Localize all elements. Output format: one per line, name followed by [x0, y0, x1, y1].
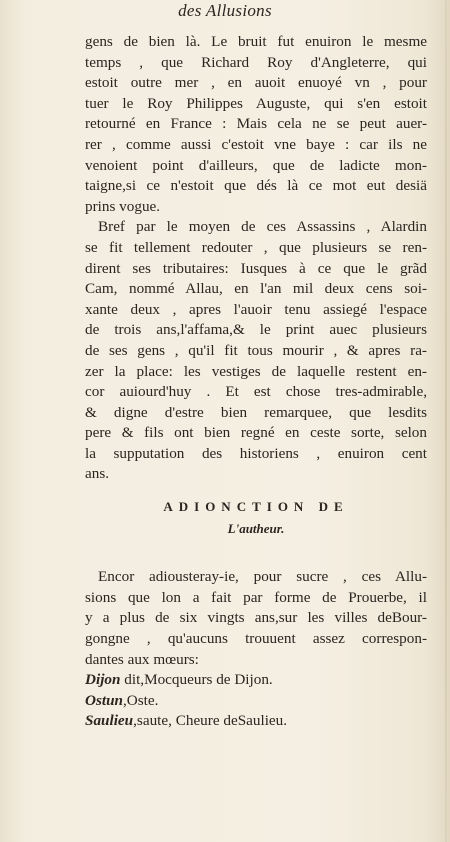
text-line: Cam, nommé Allau, en l'an mil deux cens soi- — [85, 280, 427, 298]
proverb-line — [85, 691, 427, 712]
text-line: & digne d'estre bien remarquee, que lesdits — [85, 403, 427, 421]
text-line: temps , que Richard Roy d'Angleterre, qui — [85, 53, 427, 71]
section-title: ADIONCTION DE — [163, 499, 349, 515]
text-line: xante deux , apres l'auoir tenu assiegé l'espace — [85, 300, 427, 318]
text-line: zer la place: les vestiges de laquelle restent en- — [85, 362, 427, 380]
text-line: se fit tellement redouter , que plusieurs se ren- — [85, 238, 427, 256]
text-line: de trois ans,l'affama,& le print auec plusieurs — [85, 321, 427, 339]
proverb-text: dit,Mocqueurs de Dijon. — [120, 671, 273, 689]
text-line: pere & fils ont bien regné en ceste sorte, selon — [85, 424, 427, 442]
paragraph-2 — [85, 217, 427, 485]
text-line: estoit outre mer , en auoit enuoyé vn , pour — [85, 74, 427, 92]
text-line: dirent ses tributaires: Iusques à ce que le grãd — [85, 259, 427, 277]
text-line: venoient point d'ailleurs, que de ladicte mon- — [85, 156, 427, 174]
text-line: Bref par le moyen de ces Assassins , Alardin — [98, 218, 427, 236]
proverb-list — [85, 670, 427, 732]
proverb-town: Dijon — [85, 671, 121, 689]
text-line: gens de bien là. Le bruit fut enuiron le mesme — [85, 33, 427, 50]
text-line: la supputation des historiens , enuiron cent — [85, 444, 427, 462]
page-body — [85, 32, 427, 732]
text-line: tuer le Roy Philippes Auguste, qui s'en estoit — [85, 94, 427, 112]
paragraph-1 — [85, 32, 427, 217]
text-line: y a plus de six vingts ans,sur les villes deBour- — [85, 609, 427, 627]
page-edge-shadow — [445, 0, 447, 842]
text-line: gongne , qu'aucuns trouuent assez correspon- — [85, 630, 427, 648]
text-line: Encor adiousteray-ie, pour sucre , ces Allu- — [98, 568, 427, 586]
text-line: taigne,si ce n'estoit que dés là ce mot eut desiä — [85, 177, 427, 195]
paragraph-3 — [85, 567, 427, 670]
proverb-line — [85, 670, 427, 691]
proverb-text: ,Oste. — [123, 691, 159, 709]
text-line: retourné en France : Mais cela ne se peut auer- — [85, 115, 427, 133]
running-header: des Allusions — [178, 1, 272, 20]
text-line: cor auiourd'huy . Et est chose tres-admirable, — [85, 383, 427, 401]
proverb-town: Ostun — [85, 691, 123, 709]
text-line: de ses gens , qu'il fit tous mourir , & apres ra- — [85, 341, 427, 359]
text-line: prins vogue. — [85, 197, 161, 215]
spacer — [85, 539, 427, 567]
text-line: sions que lon a fait par forme de Prouerbe, il — [85, 588, 427, 606]
proverb-line — [85, 711, 427, 732]
text-line: rer , comme aussi c'estoit vne baye : car ils ne — [85, 135, 427, 153]
text-line: ans. — [85, 465, 110, 483]
proverb-text: ,saute, Cheure deSaulieu. — [133, 712, 288, 730]
text-line: dantes aux mœurs: — [85, 650, 199, 668]
proverb-town: Saulieu — [85, 712, 134, 730]
section-subtitle: L'autheur. — [227, 520, 285, 536]
